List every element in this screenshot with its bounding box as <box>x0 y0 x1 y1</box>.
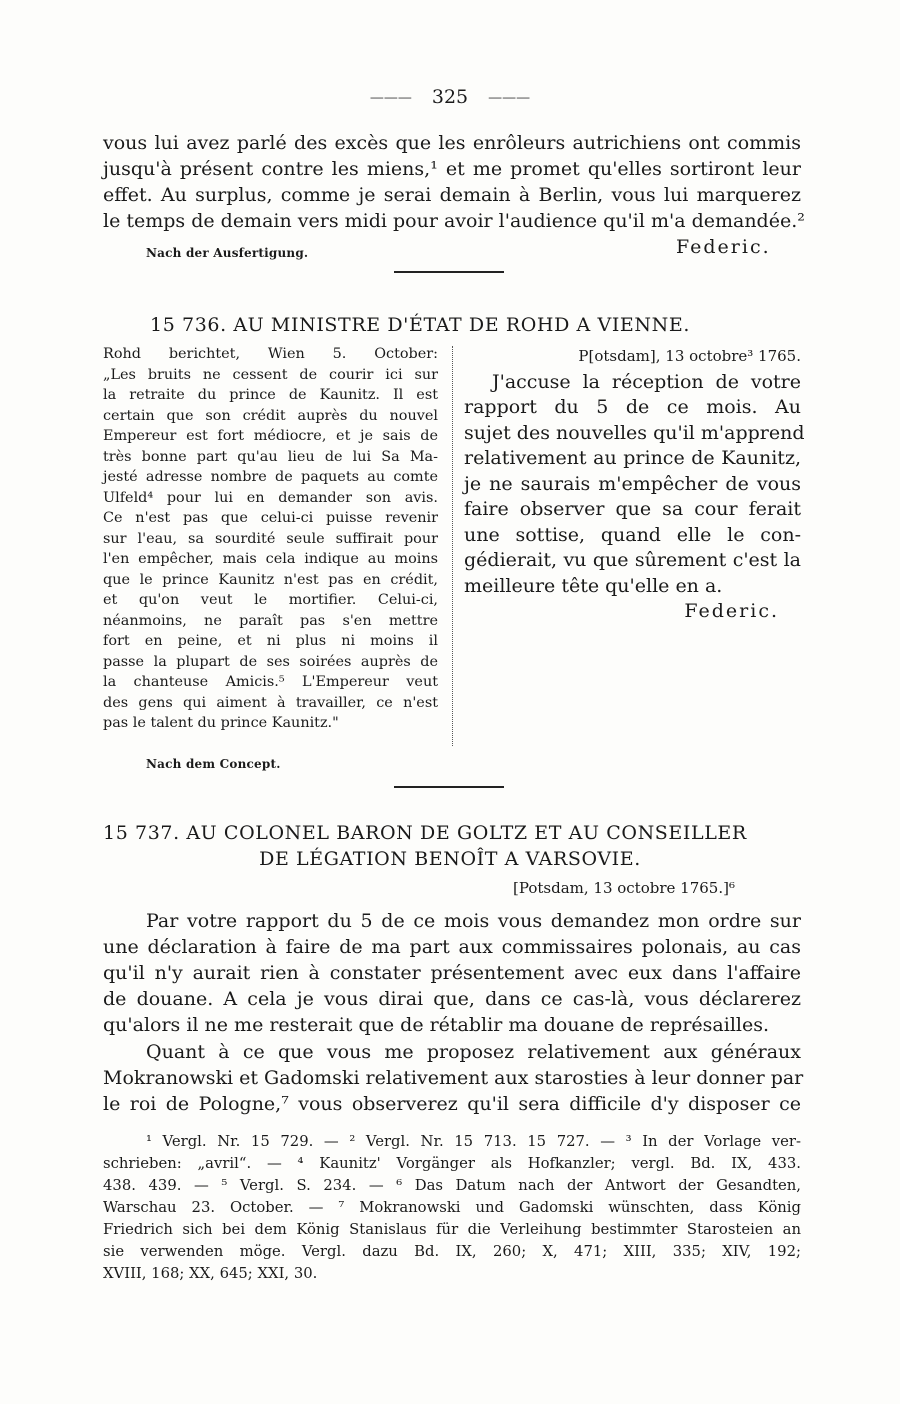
source-note: Nach der Ausfertigung. <box>146 246 309 260</box>
column-line: néanmoins, ne paraît pas s'en mettre <box>103 612 438 629</box>
letter-heading: 15 736. AU MINISTRE D'ÉTAT DE ROHD A VIENNE. <box>150 314 690 336</box>
body-line: Par votre rapport du 5 de ce mois vous demandez mon ordre sur <box>146 910 801 932</box>
header-dash-left: ——— <box>369 90 412 106</box>
column-line: fort en peine, et ni plus ni moins il <box>103 633 438 649</box>
body-line: qu'alors il ne me resterait que de rétablir ma douane de représailles. <box>103 1014 770 1036</box>
header-dash-right: ——— <box>488 90 531 106</box>
signature: Federic. <box>684 600 779 622</box>
column-line: jesté adresse nombre de paquets au comte <box>103 469 438 485</box>
source-note: Nach dem Concept. <box>146 757 281 771</box>
column-line: Ce n'est pas que celui-ci puisse revenir <box>103 510 438 526</box>
column-line: la retraite du prince de Kaunitz. Il est <box>103 387 438 403</box>
column-line: pas le talent du prince Kaunitz." <box>103 715 339 731</box>
section-divider <box>394 271 504 273</box>
column-line: la chanteuse Amicis.⁵ L'Empereur veut <box>103 674 438 690</box>
footnote-line: XVIII, 168; XX, 645; XXI, 30. <box>103 1265 318 1282</box>
footnote-line: schrieben: „avril“. — ⁴ Kaunitz' Vorgänger als Hofkanzler; vergl. Bd. IX, 433. <box>103 1155 801 1172</box>
column-line: passe la plupart de ses soirées auprès de <box>103 653 438 670</box>
column-line: que le prince Kaunitz n'est pas en crédit, <box>103 571 438 588</box>
column-line: sur l'eau, sa sourdité seule suffirait pour <box>103 530 438 547</box>
column-line: et qu'on veut le mortifier. Celui-ci, <box>103 592 438 608</box>
column-line: Empereur est fort médiocre, et je sais de <box>103 428 438 444</box>
footnote-line: Warschau 23. October. — ⁷ Mokranowski und Gadomski wünschten, dass König <box>103 1199 801 1216</box>
letter-body-column <box>464 344 805 625</box>
footnote-line: sie verwenden möge. Vergl. dazu Bd. IX, 260; X, 471; XIII, 335; XIV, 192; <box>103 1243 801 1260</box>
body-line: gédierait, vu que sûrement c'est la <box>464 549 801 571</box>
section-divider <box>394 786 504 788</box>
body-line: qu'il n'y aurait rien à constater présentement avec eux dans l'affaire <box>103 962 801 984</box>
column-line: Ulfeld⁴ pour lui en demander son avis. <box>103 489 438 506</box>
column-line: certain que son crédit auprès du nouvel <box>103 407 438 424</box>
body-line: une déclaration à faire de ma part aux commissaires polonais, au cas <box>103 936 801 958</box>
letter-heading: 15 737. AU COLONEL BARON DE GOLTZ ET AU CONSEILLER <box>103 822 747 844</box>
signature: Federic. <box>676 236 771 258</box>
column-line: des gens qui aiment à travailler, ce n'est <box>103 694 438 711</box>
body-line: J'accuse la réception de votre <box>492 370 801 393</box>
page-number: 325 <box>431 86 469 108</box>
body-line: de douane. A cela je vous dirai que, dans ce cas-là, vous déclarerez <box>103 988 801 1010</box>
body-line: sujet des nouvelles qu'il m'apprend <box>464 421 805 444</box>
text-line: jusqu'à présent contre les miens,¹ et me promet qu'elles sortiront leur <box>103 158 801 180</box>
column-divider <box>452 346 453 746</box>
text-line: le temps de demain vers midi pour avoir l'audience qu'il m'a demandée.² <box>103 210 805 232</box>
body-line: le roi de Pologne,⁷ vous observerez qu'il sera difficile d'y disposer ce <box>103 1093 801 1115</box>
letter-heading-cont: DE LÉGATION BENOÎT A VARSOVIE. <box>259 848 641 870</box>
body-line: je ne saurais m'empêcher de vous <box>464 472 801 495</box>
dateline: [Potsdam, 13 octobre 1765.]⁶ <box>513 879 735 897</box>
body-line: rapport du 5 de ce mois. Au <box>464 396 801 418</box>
footnotes <box>103 1131 801 1285</box>
body-line: faire observer que sa cour ferait <box>464 498 801 520</box>
footnote-line: 438. 439. — ⁵ Vergl. S. 234. — ⁶ Das Datum nach der Antwort der Gesandten, <box>103 1177 801 1194</box>
text-line: effet. Au surplus, comme je serai demain à Berlin, vous lui marquerez <box>103 184 801 206</box>
column-line: très bonne part qu'au lieu de lui Sa Ma- <box>103 448 438 465</box>
body-line: une sottise, quand elle le con- <box>464 523 801 546</box>
column-line: l'en empêcher, mais cela indique au moins <box>103 551 438 567</box>
page-header <box>0 86 900 108</box>
body-line: meilleure tête qu'elle en a. <box>464 574 723 597</box>
body-line: Quant à ce que vous me proposez relativement aux généraux <box>146 1041 801 1063</box>
dateline: P[otsdam], 13 octobre³ 1765. <box>578 347 801 365</box>
text-line: vous lui avez parlé des excès que les enrôleurs autrichiens ont commis <box>103 132 801 154</box>
body-line: relativement au prince de Kaunitz, <box>464 447 801 469</box>
footnote-line: ¹ Vergl. Nr. 15 729. — ² Vergl. Nr. 15 713. 15 727. — ³ In der Vorlage ver- <box>146 1133 801 1150</box>
column-line: Rohd berichtet, Wien 5. October: <box>103 346 438 362</box>
footnote-line: Friedrich sich bei dem König Stanislaus für die Verleihung bestimmter Starosteien an <box>103 1221 801 1238</box>
body-line: Mokranowski et Gadomski relativement aux starosties à leur donner par <box>103 1067 804 1089</box>
column-line: „Les bruits ne cessent de courir ici sur <box>103 366 438 383</box>
report-summary-column <box>103 344 438 734</box>
